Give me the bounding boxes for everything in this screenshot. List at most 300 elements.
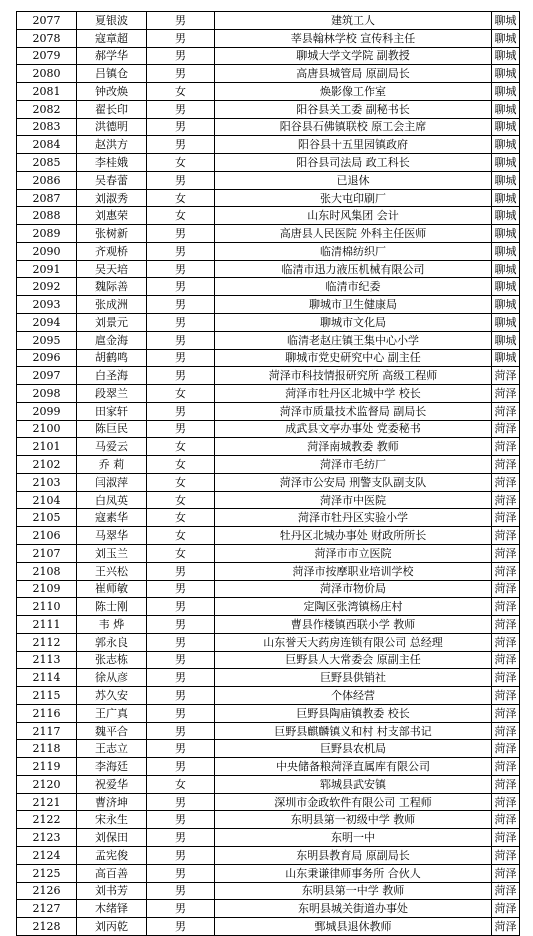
table-row <box>17 864 520 882</box>
row-number-cell: 2125 <box>17 864 77 882</box>
row-number-cell: 2119 <box>17 758 77 776</box>
person-name-cell: 李海廷 <box>77 758 147 776</box>
table-row <box>17 509 520 527</box>
gender-cell: 男 <box>147 758 215 776</box>
city-cell: 聊城 <box>492 171 520 189</box>
person-name-cell: 吴天培 <box>77 260 147 278</box>
gender-cell: 女 <box>147 385 215 403</box>
city-cell: 菏泽 <box>492 616 520 634</box>
person-name-cell: 高百善 <box>77 864 147 882</box>
gender-cell: 男 <box>147 864 215 882</box>
table-row <box>17 687 520 705</box>
row-number-cell: 2118 <box>17 740 77 758</box>
work-unit-cell: 菏泽市按摩职业培训学校 <box>215 562 492 580</box>
person-name-cell: 赵洪方 <box>77 136 147 154</box>
gender-cell: 男 <box>147 402 215 420</box>
city-cell: 菏泽 <box>492 882 520 900</box>
table-row <box>17 154 520 172</box>
gender-cell: 男 <box>147 580 215 598</box>
row-number-cell: 2103 <box>17 473 77 491</box>
row-number-cell: 2112 <box>17 633 77 651</box>
city-cell: 菏泽 <box>492 562 520 580</box>
person-name-cell: 陈士刚 <box>77 598 147 616</box>
row-number-cell: 2126 <box>17 882 77 900</box>
work-unit-cell: 菏泽市市立医院 <box>215 544 492 562</box>
person-name-cell: 王兴松 <box>77 562 147 580</box>
person-name-cell: 孟宪俊 <box>77 846 147 864</box>
table-row <box>17 385 520 403</box>
table-row <box>17 402 520 420</box>
city-cell: 聊城 <box>492 242 520 260</box>
city-cell: 菏泽 <box>492 811 520 829</box>
gender-cell: 女 <box>147 544 215 562</box>
row-number-cell: 2108 <box>17 562 77 580</box>
city-cell: 聊城 <box>492 118 520 136</box>
row-number-cell: 2079 <box>17 47 77 65</box>
person-name-cell: 郝学华 <box>77 47 147 65</box>
gender-cell: 男 <box>147 100 215 118</box>
person-name-cell: 郭永良 <box>77 633 147 651</box>
person-name-cell: 吴春蕾 <box>77 171 147 189</box>
person-name-cell: 刘景元 <box>77 314 147 332</box>
city-cell: 聊城 <box>492 296 520 314</box>
person-name-cell: 张树新 <box>77 225 147 243</box>
table-row <box>17 65 520 83</box>
person-name-cell: 宋永生 <box>77 811 147 829</box>
city-cell: 菏泽 <box>492 846 520 864</box>
row-number-cell: 2102 <box>17 456 77 474</box>
gender-cell: 男 <box>147 314 215 332</box>
city-cell: 聊城 <box>492 136 520 154</box>
table-row <box>17 811 520 829</box>
city-cell: 菏泽 <box>492 402 520 420</box>
gender-cell: 女 <box>147 154 215 172</box>
work-unit-cell: 菏泽市科技情报研究所 高级工程师 <box>215 367 492 385</box>
work-unit-cell: 鄄城县退休教师 <box>215 918 492 936</box>
row-number-cell: 2084 <box>17 136 77 154</box>
city-cell: 菏泽 <box>492 651 520 669</box>
person-name-cell: 钟改焕 <box>77 83 147 101</box>
table-row <box>17 740 520 758</box>
city-cell: 菏泽 <box>492 420 520 438</box>
work-unit-cell: 临清市迅力液压机械有限公司 <box>215 260 492 278</box>
row-number-cell: 2127 <box>17 900 77 918</box>
work-unit-cell: 聊城市卫生健康局 <box>215 296 492 314</box>
city-cell: 聊城 <box>492 65 520 83</box>
work-unit-cell: 东明县第一中学 教师 <box>215 882 492 900</box>
work-unit-cell: 东明县第一初级中学 教师 <box>215 811 492 829</box>
city-cell: 菏泽 <box>492 385 520 403</box>
row-number-cell: 2089 <box>17 225 77 243</box>
table-row <box>17 296 520 314</box>
table-row <box>17 562 520 580</box>
person-name-cell: 徐从彦 <box>77 669 147 687</box>
table-row <box>17 314 520 332</box>
person-name-cell: 吕镇仓 <box>77 65 147 83</box>
person-name-cell: 魏际善 <box>77 278 147 296</box>
person-name-cell: 齐观桥 <box>77 242 147 260</box>
city-cell: 菏泽 <box>492 829 520 847</box>
person-name-cell: 魏平合 <box>77 722 147 740</box>
row-number-cell: 2085 <box>17 154 77 172</box>
work-unit-cell: 定陶区张湾镇杨庄村 <box>215 598 492 616</box>
work-unit-cell: 巨野县陶庙镇教委 校长 <box>215 704 492 722</box>
row-number-cell: 2093 <box>17 296 77 314</box>
work-unit-cell: 深圳市金政软件有限公司 工程师 <box>215 793 492 811</box>
work-unit-cell: 高唐县城管局 原副局长 <box>215 65 492 83</box>
row-number-cell: 2082 <box>17 100 77 118</box>
table-row <box>17 829 520 847</box>
city-cell: 聊城 <box>492 154 520 172</box>
table-row <box>17 722 520 740</box>
table-row <box>17 704 520 722</box>
gender-cell: 男 <box>147 882 215 900</box>
table-row <box>17 438 520 456</box>
row-number-cell: 2077 <box>17 12 77 30</box>
table-row <box>17 882 520 900</box>
city-cell: 菏泽 <box>492 740 520 758</box>
person-name-cell: 刘惠荣 <box>77 207 147 225</box>
person-name-cell: 刘保田 <box>77 829 147 847</box>
table-row <box>17 918 520 936</box>
row-number-cell: 2124 <box>17 846 77 864</box>
person-name-cell: 苏久安 <box>77 687 147 705</box>
city-cell: 菏泽 <box>492 456 520 474</box>
table-row <box>17 278 520 296</box>
row-number-cell: 2117 <box>17 722 77 740</box>
city-cell: 聊城 <box>492 207 520 225</box>
city-cell: 聊城 <box>492 83 520 101</box>
gender-cell: 女 <box>147 509 215 527</box>
work-unit-cell: 高唐县人民医院 外科主任医师 <box>215 225 492 243</box>
row-number-cell: 2122 <box>17 811 77 829</box>
work-unit-cell: 中央储备粮菏泽直属库有限公司 <box>215 758 492 776</box>
gender-cell: 男 <box>147 846 215 864</box>
row-number-cell: 2092 <box>17 278 77 296</box>
city-cell: 聊城 <box>492 47 520 65</box>
city-cell: 聊城 <box>492 331 520 349</box>
gender-cell: 女 <box>147 491 215 509</box>
gender-cell: 男 <box>147 633 215 651</box>
work-unit-cell: 东明县教育局 原副局长 <box>215 846 492 864</box>
roster-table <box>16 11 520 936</box>
row-number-cell: 2121 <box>17 793 77 811</box>
person-name-cell: 刘丙乾 <box>77 918 147 936</box>
gender-cell: 男 <box>147 722 215 740</box>
work-unit-cell: 个体经营 <box>215 687 492 705</box>
city-cell: 菏泽 <box>492 598 520 616</box>
work-unit-cell: 建筑工人 <box>215 12 492 30</box>
gender-cell: 男 <box>147 598 215 616</box>
person-name-cell: 刘淑秀 <box>77 189 147 207</box>
gender-cell: 男 <box>147 704 215 722</box>
city-cell: 菏泽 <box>492 669 520 687</box>
work-unit-cell: 山东誉天大药房连锁有限公司 总经理 <box>215 633 492 651</box>
table-row <box>17 616 520 634</box>
gender-cell: 男 <box>147 367 215 385</box>
row-number-cell: 2099 <box>17 402 77 420</box>
row-number-cell: 2095 <box>17 331 77 349</box>
row-number-cell: 2113 <box>17 651 77 669</box>
city-cell: 聊城 <box>492 225 520 243</box>
table-row <box>17 367 520 385</box>
city-cell: 菏泽 <box>492 527 520 545</box>
row-number-cell: 2109 <box>17 580 77 598</box>
work-unit-cell: 聊城市党史研究中心 副主任 <box>215 349 492 367</box>
work-unit-cell: 临清市纪委 <box>215 278 492 296</box>
row-number-cell: 2096 <box>17 349 77 367</box>
person-name-cell: 段翠兰 <box>77 385 147 403</box>
work-unit-cell: 已退休 <box>215 171 492 189</box>
row-number-cell: 2101 <box>17 438 77 456</box>
table-row <box>17 47 520 65</box>
gender-cell: 女 <box>147 527 215 545</box>
row-number-cell: 2094 <box>17 314 77 332</box>
person-name-cell: 刘玉兰 <box>77 544 147 562</box>
person-name-cell: 寇素华 <box>77 509 147 527</box>
row-number-cell: 2091 <box>17 260 77 278</box>
person-name-cell: 刘书芳 <box>77 882 147 900</box>
work-unit-cell: 聊城市文化局 <box>215 314 492 332</box>
gender-cell: 男 <box>147 349 215 367</box>
work-unit-cell: 山东秉谦律师事务所 合伙人 <box>215 864 492 882</box>
person-name-cell: 洪德明 <box>77 118 147 136</box>
work-unit-cell: 临清棉纺织厂 <box>215 242 492 260</box>
city-cell: 菏泽 <box>492 544 520 562</box>
city-cell: 菏泽 <box>492 367 520 385</box>
person-name-cell: 翟长印 <box>77 100 147 118</box>
work-unit-cell: 阳谷县司法局 政工科长 <box>215 154 492 172</box>
work-unit-cell: 临清老赵庄镇王集中心小学 <box>215 331 492 349</box>
work-unit-cell: 巨野县供销社 <box>215 669 492 687</box>
gender-cell: 女 <box>147 189 215 207</box>
table-row <box>17 900 520 918</box>
person-name-cell: 祝爱华 <box>77 775 147 793</box>
row-number-cell: 2104 <box>17 491 77 509</box>
row-number-cell: 2107 <box>17 544 77 562</box>
table-row <box>17 669 520 687</box>
row-number-cell: 2083 <box>17 118 77 136</box>
row-number-cell: 2100 <box>17 420 77 438</box>
person-name-cell: 田家轩 <box>77 402 147 420</box>
table-row <box>17 456 520 474</box>
person-name-cell: 张成洲 <box>77 296 147 314</box>
table-row <box>17 171 520 189</box>
person-name-cell: 张志栋 <box>77 651 147 669</box>
gender-cell: 男 <box>147 740 215 758</box>
gender-cell: 男 <box>147 171 215 189</box>
person-name-cell: 白圣海 <box>77 367 147 385</box>
person-name-cell: 马爱云 <box>77 438 147 456</box>
table-row <box>17 349 520 367</box>
table-row <box>17 544 520 562</box>
person-name-cell: 木绪铎 <box>77 900 147 918</box>
table-row <box>17 580 520 598</box>
work-unit-cell: 巨野县人大常委会 原副主任 <box>215 651 492 669</box>
gender-cell: 女 <box>147 456 215 474</box>
row-number-cell: 2115 <box>17 687 77 705</box>
table-row <box>17 331 520 349</box>
row-number-cell: 2098 <box>17 385 77 403</box>
row-number-cell: 2111 <box>17 616 77 634</box>
table-row <box>17 491 520 509</box>
work-unit-cell: 阳谷县十五里园镇政府 <box>215 136 492 154</box>
gender-cell: 男 <box>147 331 215 349</box>
city-cell: 菏泽 <box>492 900 520 918</box>
work-unit-cell: 菏泽市物价局 <box>215 580 492 598</box>
table-row <box>17 775 520 793</box>
work-unit-cell: 巨野县农机局 <box>215 740 492 758</box>
work-unit-cell: 成武县文亭办事处 党委秘书 <box>215 420 492 438</box>
person-name-cell: 马翠华 <box>77 527 147 545</box>
work-unit-cell: 曹县作楼镇西联小学 教师 <box>215 616 492 634</box>
gender-cell: 男 <box>147 918 215 936</box>
city-cell: 菏泽 <box>492 864 520 882</box>
city-cell: 菏泽 <box>492 473 520 491</box>
gender-cell: 男 <box>147 793 215 811</box>
gender-cell: 女 <box>147 83 215 101</box>
row-number-cell: 2090 <box>17 242 77 260</box>
work-unit-cell: 菏泽市牡丹区实验小学 <box>215 509 492 527</box>
gender-cell: 女 <box>147 207 215 225</box>
row-number-cell: 2078 <box>17 29 77 47</box>
city-cell: 菏泽 <box>492 633 520 651</box>
gender-cell: 男 <box>147 65 215 83</box>
city-cell: 菏泽 <box>492 687 520 705</box>
row-number-cell: 2114 <box>17 669 77 687</box>
table-row <box>17 473 520 491</box>
table-row <box>17 207 520 225</box>
city-cell: 聊城 <box>492 189 520 207</box>
city-cell: 菏泽 <box>492 775 520 793</box>
person-name-cell: 韦 烨 <box>77 616 147 634</box>
gender-cell: 男 <box>147 278 215 296</box>
work-unit-cell: 菏泽市牡丹区北城中学 校长 <box>215 385 492 403</box>
gender-cell: 男 <box>147 420 215 438</box>
work-unit-cell: 张大屯印刷厂 <box>215 189 492 207</box>
person-name-cell: 夏银波 <box>77 12 147 30</box>
person-name-cell: 曹济坤 <box>77 793 147 811</box>
table-row <box>17 100 520 118</box>
gender-cell: 女 <box>147 438 215 456</box>
table-row <box>17 598 520 616</box>
row-number-cell: 2105 <box>17 509 77 527</box>
city-cell: 聊城 <box>492 100 520 118</box>
row-number-cell: 2120 <box>17 775 77 793</box>
work-unit-cell: 东明一中 <box>215 829 492 847</box>
gender-cell: 男 <box>147 242 215 260</box>
gender-cell: 男 <box>147 669 215 687</box>
city-cell: 聊城 <box>492 314 520 332</box>
table-row <box>17 225 520 243</box>
person-name-cell: 王广真 <box>77 704 147 722</box>
row-number-cell: 2086 <box>17 171 77 189</box>
person-name-cell: 李桂娥 <box>77 154 147 172</box>
city-cell: 聊城 <box>492 349 520 367</box>
gender-cell: 男 <box>147 296 215 314</box>
row-number-cell: 2081 <box>17 83 77 101</box>
city-cell: 菏泽 <box>492 509 520 527</box>
gender-cell: 女 <box>147 473 215 491</box>
row-number-cell: 2088 <box>17 207 77 225</box>
city-cell: 菏泽 <box>492 580 520 598</box>
work-unit-cell: 焕影像工作室 <box>215 83 492 101</box>
work-unit-cell: 山东时风集团 会计 <box>215 207 492 225</box>
person-name-cell: 胡鹤鸣 <box>77 349 147 367</box>
table-row <box>17 527 520 545</box>
table-row <box>17 846 520 864</box>
person-name-cell: 陈巨民 <box>77 420 147 438</box>
gender-cell: 男 <box>147 811 215 829</box>
gender-cell: 男 <box>147 47 215 65</box>
city-cell: 聊城 <box>492 29 520 47</box>
city-cell: 菏泽 <box>492 438 520 456</box>
table-row <box>17 420 520 438</box>
person-name-cell: 扈金海 <box>77 331 147 349</box>
work-unit-cell: 阳谷县石佛镇联校 原工会主席 <box>215 118 492 136</box>
gender-cell: 男 <box>147 29 215 47</box>
gender-cell: 男 <box>147 260 215 278</box>
gender-cell: 男 <box>147 562 215 580</box>
gender-cell: 男 <box>147 829 215 847</box>
table-row <box>17 118 520 136</box>
table-row <box>17 83 520 101</box>
gender-cell: 男 <box>147 651 215 669</box>
work-unit-cell: 菏泽南城教委 教师 <box>215 438 492 456</box>
city-cell: 菏泽 <box>492 918 520 936</box>
work-unit-cell: 莘县翰林学校 宣传科主任 <box>215 29 492 47</box>
city-cell: 菏泽 <box>492 491 520 509</box>
table-row <box>17 758 520 776</box>
gender-cell: 男 <box>147 136 215 154</box>
person-name-cell: 白凤英 <box>77 491 147 509</box>
table-row <box>17 260 520 278</box>
work-unit-cell: 菏泽市中医院 <box>215 491 492 509</box>
gender-cell: 男 <box>147 687 215 705</box>
city-cell: 菏泽 <box>492 758 520 776</box>
work-unit-cell: 菏泽市毛纺厂 <box>215 456 492 474</box>
person-name-cell: 乔 莉 <box>77 456 147 474</box>
person-name-cell: 寇章超 <box>77 29 147 47</box>
table-row <box>17 189 520 207</box>
city-cell: 聊城 <box>492 260 520 278</box>
work-unit-cell: 聊城大学文学院 副教授 <box>215 47 492 65</box>
table-row <box>17 242 520 260</box>
person-name-cell: 闫淑萍 <box>77 473 147 491</box>
person-name-cell: 崔师敏 <box>77 580 147 598</box>
work-unit-cell: 阳谷县关工委 副秘书长 <box>215 100 492 118</box>
table-row <box>17 651 520 669</box>
city-cell: 聊城 <box>492 12 520 30</box>
city-cell: 菏泽 <box>492 793 520 811</box>
work-unit-cell: 郓城县武安镇 <box>215 775 492 793</box>
row-number-cell: 2106 <box>17 527 77 545</box>
city-cell: 菏泽 <box>492 704 520 722</box>
work-unit-cell: 菏泽市质量技术监督局 副局长 <box>215 402 492 420</box>
row-number-cell: 2116 <box>17 704 77 722</box>
table-row <box>17 633 520 651</box>
work-unit-cell: 巨野县麒麟镇义和村 村支部书记 <box>215 722 492 740</box>
table-row <box>17 12 520 30</box>
roster-body <box>17 12 520 936</box>
table-row <box>17 793 520 811</box>
gender-cell: 女 <box>147 775 215 793</box>
gender-cell: 男 <box>147 12 215 30</box>
gender-cell: 男 <box>147 616 215 634</box>
row-number-cell: 2128 <box>17 918 77 936</box>
work-unit-cell: 牡丹区北城办事处 财政所所长 <box>215 527 492 545</box>
row-number-cell: 2097 <box>17 367 77 385</box>
